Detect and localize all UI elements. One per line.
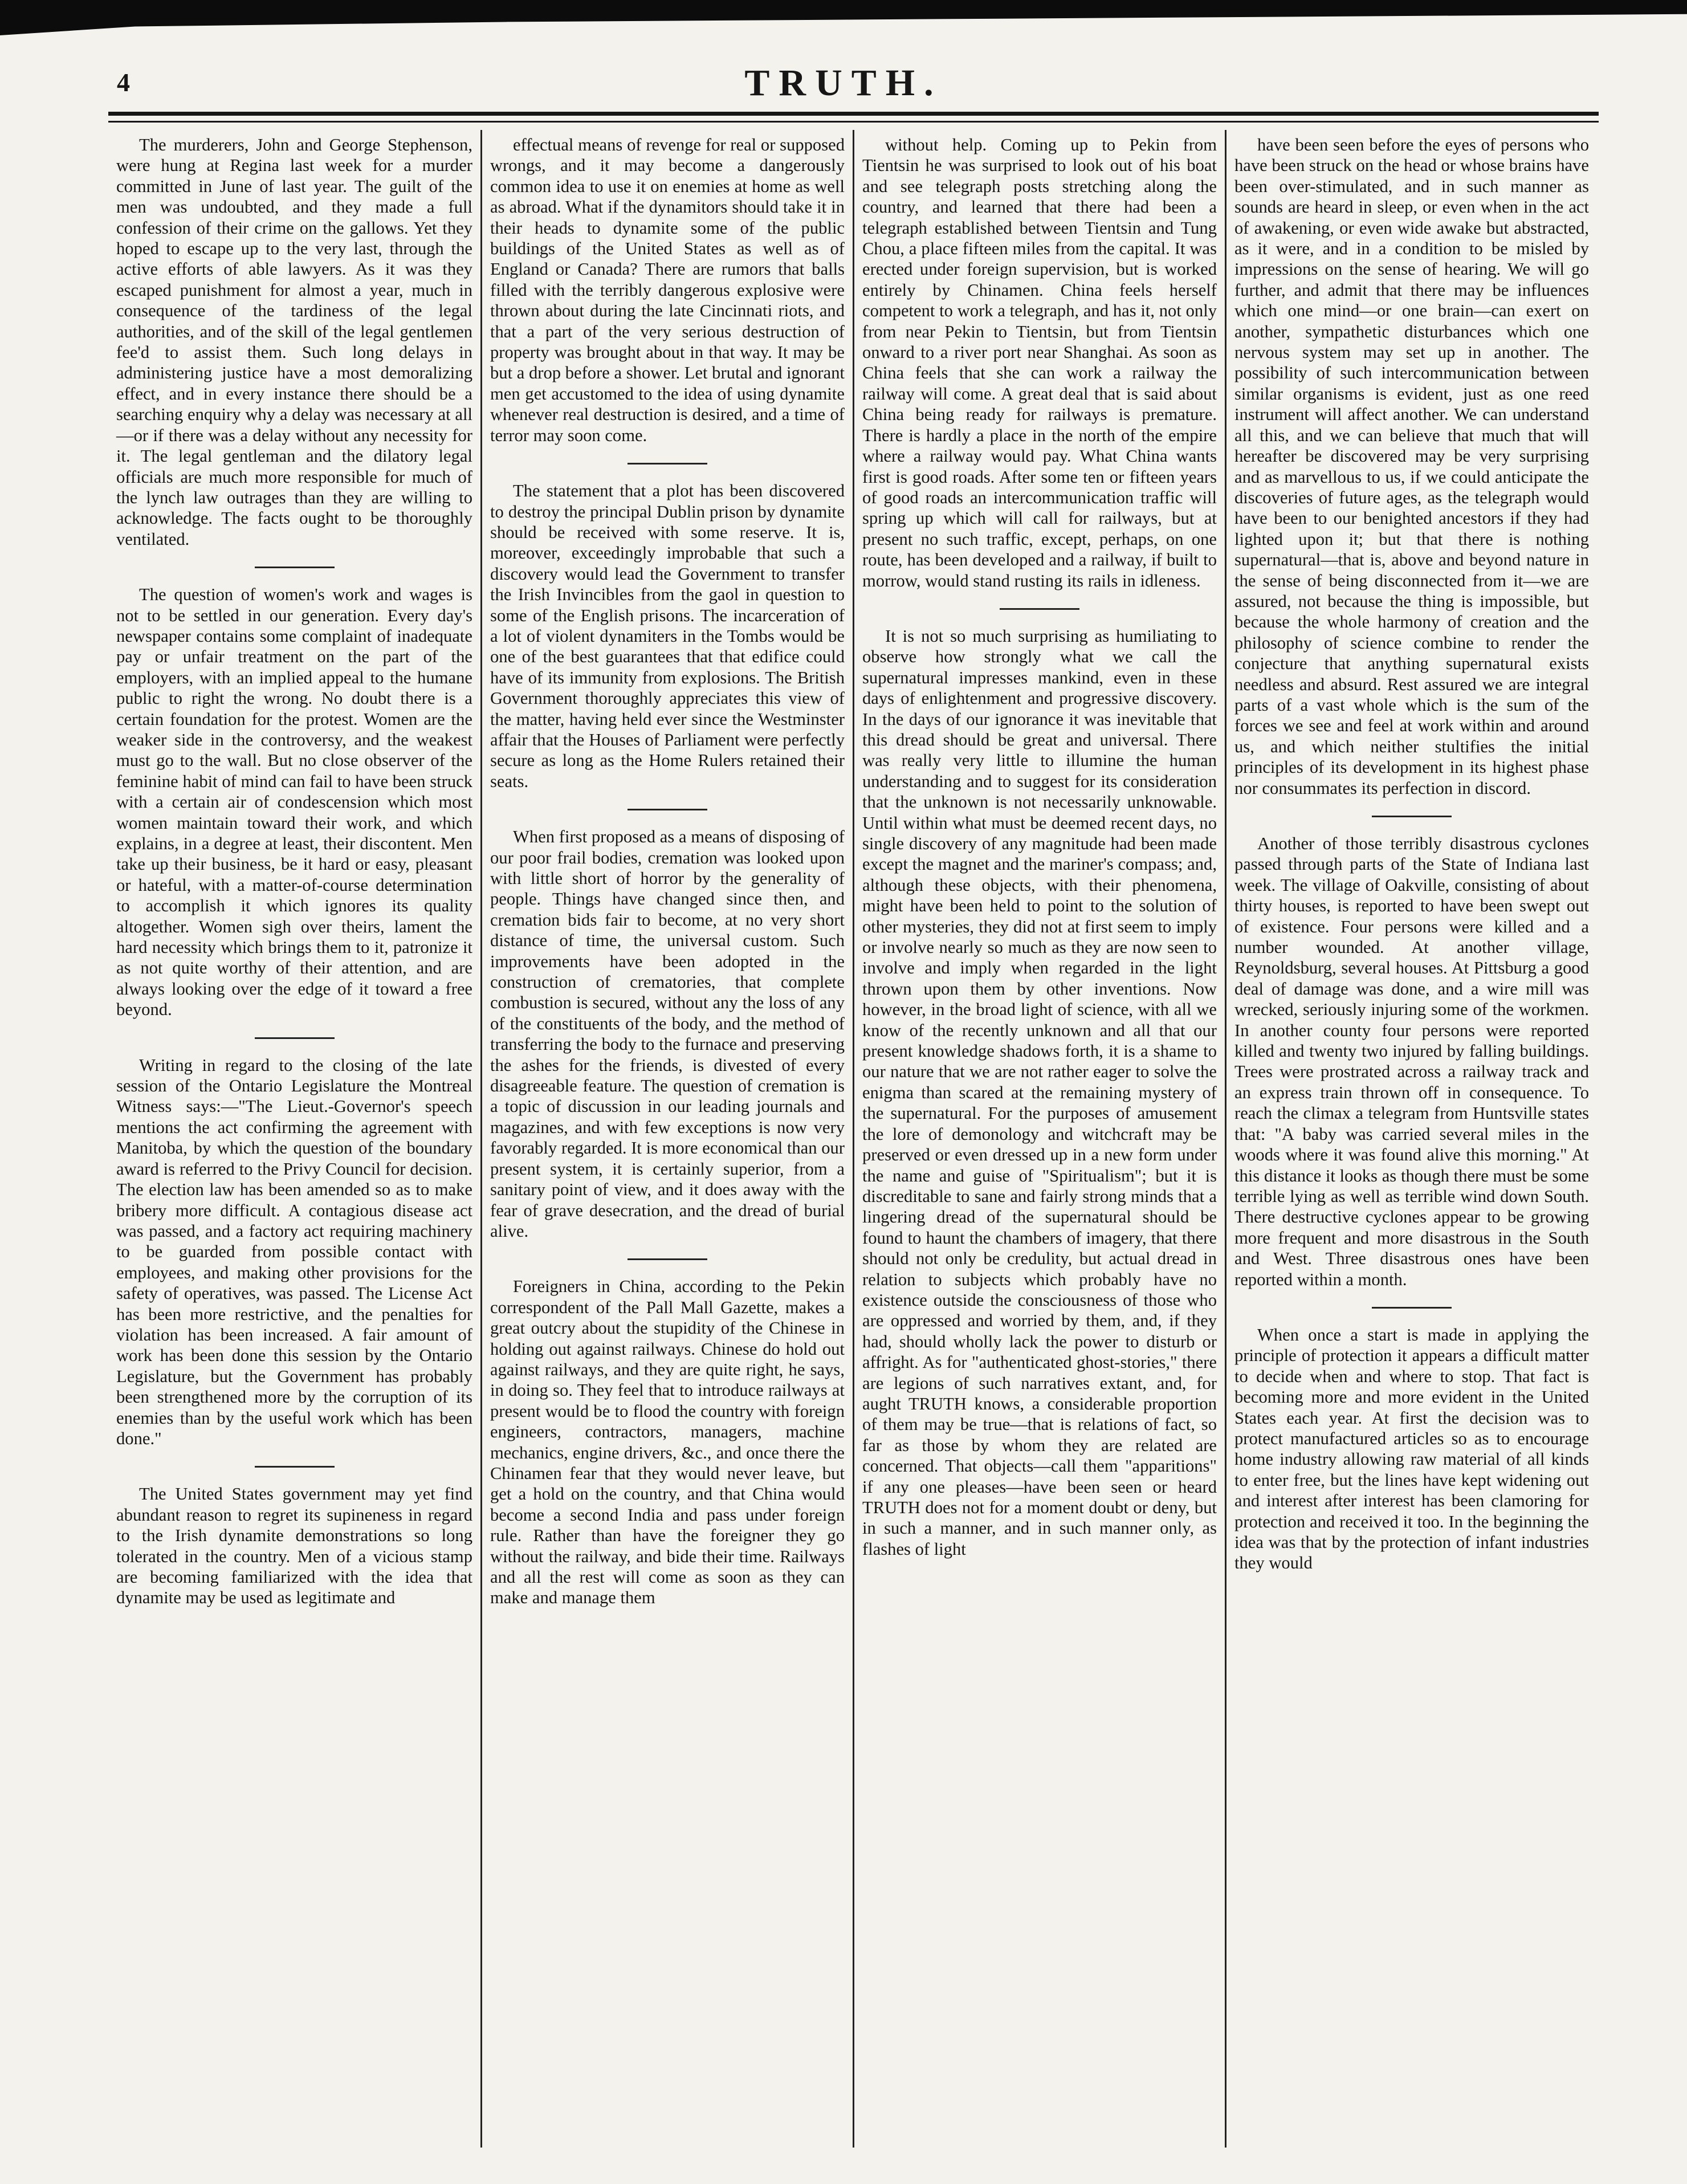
article-ontario-legislature: Writing in regard to the closing of the late session of the Ontario Legislature the Montreal Witness says:—"The Lieut.-Governor's speech mentions the act confirming the agreement with Manitoba, by which the question of the boundary award is referred to the Privy Council for decision. The election law has been amended so as to make bribery more difficult. A contagious disease act was passed, and a factory act requiring machinery to be guarded from possible contact with employees, and making other provisions for the safety of operatives, was passed. The License Act has been more restrictive, and the penalties for violation has been increased. A fair amount of work has been done this session by the Ontario Legislature, but the Government has probably been strengthened more by the corruption of its enemies than by the useful work which has been done." — [116, 1055, 472, 1448]
article-separator — [627, 1258, 707, 1260]
page-number: 4 — [117, 68, 130, 97]
column-3 — [853, 130, 1225, 2148]
page-top-edge — [0, 0, 1687, 35]
article-cremation: When first proposed as a means of disposing of our poor frail bodies, cremation was looked upon with little short of horror by the generality of people. Things have changed since then, and cremation bids fair to become, at no very short distance of time, the universal custom. Such improvements have been adopted in the construction of crematories, that complete combustion is secured, without any the loss of any of the constituents of the body, and the method of transferring the body to the furnace and preserving the ashes for the friends, is divested of every disagreeable feature. The question of cremation is a topic of discussion in our leading journals and magazines, and with few exceptions is now very favorably regarded. It is more economical than our present system, it is certainly superior, from a sanitary point of view, and it does away with the fear of grave desecration, and the dread of burial alive. — [490, 827, 845, 1241]
header-rule-thin — [108, 121, 1599, 123]
article-supernatural-continued: have been seen before the eyes of persons who have been struck on the head or whose brains have been over-stimulated, and in such manner as sounds are heard in sleep, or even when in the act of awakening, or even wide awake but abstracted, as it were, and in a condition to be misled by impressions on the sense of hearing. We will go further, and admit that there may be influences which one mind—or one brain—can exert on another, sympathetic disturbances which one nervous system may set up in another. The possibility of such intercommunication between similar organisms is evident, just as one reed instrument will affect another. We can understand all this, and we can believe that much that will hereafter be discovered may be very surprising and as marvellous to us, if we could anticipate the discoveries of future ages, as the telegraph would have been to our benighted ancestors if they had lighted upon it; but that there is nothing supernatural—that is, above and beyond nature in the sense of being disconnected from it—we are assured, not because the thing is impossible, but because the whole harmony of creation and the philosophy of science combine to render the conjecture that anything supernatural exists needless and absurd. Rest assured we are integral parts of a vast whole which is the sum of the forces we see and feel at work within and around us, and which neither stultifies the initial principles of its development in its highest phase nor consummates its perfection in discord. — [1234, 135, 1589, 798]
column-4 — [1225, 130, 1597, 2148]
article-china-railways: Foreigners in China, according to the Pekin correspondent of the Pall Mall Gazette, makes a great outcry about the stupidity of the Chinese in holding out against railways. Chinese do hold out against railways, and they are quite right, he says, in doing so. They feel that to introduce railways at present would be to flood the country with foreign engineers, contractors, managers, machine mechanics, engine drivers, &c., and once there the Chinamen fear that they would never leave, but get a hold on the country, and that China would become a second India and pass under foreign rule. Rather than have the foreigner they go without the railway, and bide their time. Railways and all the rest will come as soon as they can make and manage them — [490, 1277, 845, 1608]
article-separator — [255, 567, 335, 568]
article-dynamite-us: The United States government may yet find abundant reason to regret its supineness in regard to the Irish dynamite demonstrations so long tolerated in the country. Men of a vicious stamp are becoming familiarized with the idea that dynamite may be used as legitimate and — [116, 1484, 472, 1608]
column-2 — [480, 130, 853, 2148]
article-separator — [255, 1037, 335, 1039]
article-separator — [255, 1466, 335, 1468]
article-womens-work: The question of women's work and wages is not to be settled in our generation. Every day's newspaper contains some complaint of inadequate pay or unfair treatment on the part of the employers, with an implied appeal to the humane public to right the wrong. No doubt there is a certain foundation for the protest. Women are the weaker side in the controversy, and the weakest must go to the wall. But no close observer of the feminine habit of mind can fail to have been struck with a certain air of condescension which most women maintain toward their work, and which explains, in a degree at least, their discontent. Men take up their business, be it hard or easy, pleasant or hateful, with a matter-of-course determination to accomplish it which ignores its quality altogether. Women sigh over theirs, lament the hard necessity which brings them to it, patronize it as not quite worthy of their attention, and are always looking over the edge of it toward a free beyond. — [116, 585, 472, 1020]
article-dublin-plot: The statement that a plot has been discovered to destroy the principal Dublin prison by dynamite should be received with some reserve. It is, moreover, exceedingly improbable that such a discovery would lead the Government to transfer the Irish Invincibles from the gaol in question to some of the English prisons. The incarceration of a lot of violent dynamiters in the Tombs would be one of the best guarantees that that edifice could have of its immunity from explosions. The British Government thoroughly appreciates this view of the matter, having held ever since the Westminster affair that the Houses of Parliament were perfectly secure as long as the Home Rulers retained their seats. — [490, 481, 845, 791]
article-separator — [627, 463, 707, 464]
article-china-continued: without help. Coming up to Pekin from Tientsin he was surprised to look out of his boat and see telegraph posts stretching along the country, and learned that there had been a telegraph established between Tientsin and Tung Chou, a place fifteen miles from the capital. It was erected under foreign supervision, but is worked entirely by Chinamen. China feels herself competent to work a telegraph, and has it, not only from near Pekin to Tientsin, but from Tientsin onward to a river port near Shanghai. As soon as China feels that she can work a railway the railway will come. A great deal that is said about China being ready for railways is premature. There is hardly a place in the north of the empire where a railway would pay. What China wants first is good roads. After some ten or fifteen years of good roads an intercommunication traffic will spring up which will call for railways, but at present no such traffic, except, perhaps, on one route, has been developed and a railway, if built to morrow, would stand rusting its rails in idleness. — [862, 135, 1217, 590]
article-columns — [108, 130, 1599, 2148]
article-supernatural: It is not so much surprising as humiliating to observe how strongly what we call the supernatural impresses mankind, even in these days of enlightenment and progressive discovery. In the days of our ignorance it was inevitable that this dread should be great and universal. There was really very little to illumine the human understanding and to suggest for its consideration that the unknown is not necessarily unknowable. Until within what must be deemed recent days, no single discovery of any magnitude had been made except the magnet and the mariner's compass; and, although these objects, with their phenomena, might have been held to point to the solution of other mysteries, they did not at first seem to imply or involve nearly so much as they are now seen to involve and imply when regarded in the light thrown upon them by other inventions. Now however, in the broad light of science, with all we know of the recently unknown and all that our present knowledge shadows forth, it is a shame to our nature that we are not rather eager to solve the enigma than scared at the remaining mystery of the supernatural. For the purposes of amusement the lore of demonology and witchcraft may be preserved or even dressed up in a new form under the name and guise of "Spiritualism"; but it is discreditable to sane and fairly strong minds that a lingering dread of the supernatural should be found to haunt the chambers of imagery, that there should not only be credulity, but actual dread in relation to subjects which probably have no existence outside the consciousness of those who are oppressed and worried by them, and, if they had, should wholly lack the power to disturb or affright. As for "authenticated ghost-stories," there are legions of such narratives extant, and, for aught TRUTH knows, a considerable proportion of them may be true—that is relations of fact, so far as those by whom they are related are concerned. That objects—call them "apparitions" if any one pleases—have been seen or heard TRUTH does not for a moment doubt or deny, but in such a manner, and in such manner only, as flashes of light — [862, 626, 1217, 1559]
article-separator — [1372, 816, 1452, 817]
article-separator — [1372, 1307, 1452, 1309]
article-protection: When once a start is made in applying the principle of protection it appears a difficult matter to decide when and where to stop. That fact is becoming more and more evident in the United States each year. At first the decision was to protect manufactured articles so as to encourage home industry allowing raw material of all kinds to enter free, but the lines have kept widening out and interest after interest has been clamoring for protection and received it too. In the beginning the idea was that by the protection of infant industries they would — [1234, 1325, 1589, 1573]
article-separator — [1000, 608, 1079, 610]
column-1 — [108, 130, 480, 2148]
article-separator — [627, 809, 707, 810]
masthead-title: TRUTH. — [744, 62, 943, 104]
header-rule — [108, 112, 1599, 116]
article-dynamite-continued: effectual means of revenge for real or supposed wrongs, and it may become a dangerously common idea to use it on enemies at home as well as abroad. What if the dynamitors should take it in their heads to dynamite some of the public buildings of the United States as well as of England or Canada? There are rumors that balls filled with the terribly dangerous explosive were thrown about during the late Cincinnati riots, and that a part of the very serious destruction of property was brought about in that way. It may be but a drop before a shower. Let brutal and ignorant men get accustomed to the idea of using dynamite whenever real destruction is desired, and a time of terror may soon come. — [490, 135, 845, 445]
article-stephenson-hanging: The murderers, John and George Stephenson, were hung at Regina last week for a murder committed in June of last year. The guilt of the men was undoubted, and they made a full confession of their crime on the gallows. Yet they hoped to escape up to the very last, through the active efforts of able lawyers. As it was they escaped punishment for almost a year, much in consequence of the tardiness of the legal authorities, and of the skill of the legal gentlemen fee'd to assist them. Such long delays in administering justice have a most demoralizing effect, and in every instance there should be a searching enquiry why a delay was necessary at all—or if there was a delay without any necessity for it. The legal gentleman and the dilatory legal officials are much more responsible for much of the lynch law outrages than they are willing to acknowledge. The facts ought to be thoroughly ventilated. — [116, 135, 472, 549]
article-indiana-cyclones: Another of those terribly disastrous cyclones passed through parts of the State of Indiana last week. The village of Oakville, consisting of about thirty houses, is reported to have been swept out of existence. Four persons were killed and a number wounded. At another village, Reynoldsburg, several houses. At Pittsburg a good deal of damage was done, and a wire mill was wrecked, seriously injuring some of the workmen. In another county four persons were reported killed and twenty two injured by falling buildings. Trees were prostrated across a railway track and an express train thrown off in consequence. To reach the climax a telegram from Huntsville states that: "A baby was carried several miles in the woods where it was found alive this morning." At this distance it looks as though there must be some terrible lying as well as terrible wind down South. There destructive cyclones appear to be growing more frequent and more disastrous in the South and West. Three disastrous ones have been reported within a month. — [1234, 834, 1589, 1289]
